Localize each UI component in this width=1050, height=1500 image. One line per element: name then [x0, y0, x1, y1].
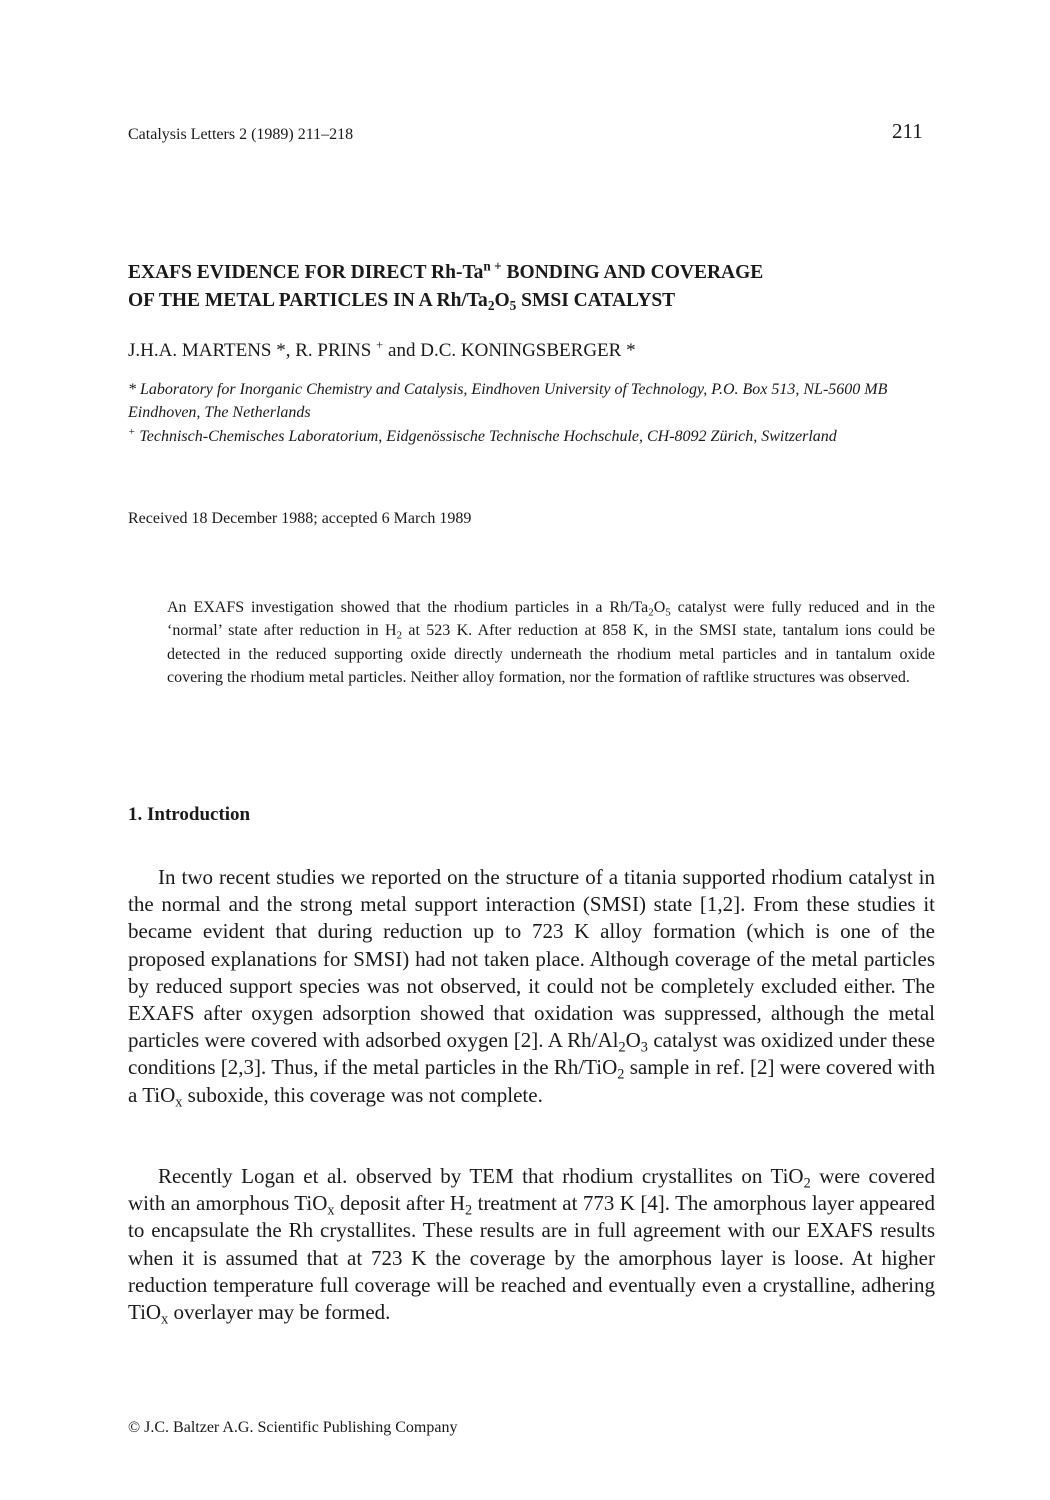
paragraph-text: Recently Logan et al. observed by TEM that rhodium crystallites on TiO: [158, 1164, 804, 1188]
title-text: O: [494, 290, 510, 311]
paragraph-text: treatment at 773 K [4]. The amorphous layer appeared to encapsulate the Rh crystallites. These results are in full agreement with our EXAFS results when it is assumed that at 723 K the coverage by the amorphous layer is loose. At higher reduction temperature full coverage will be reached and eventually even a crystalline, adhering TiO: [128, 1191, 936, 1325]
paragraph-text: suboxide, this coverage was not complete.: [182, 1082, 543, 1107]
body-paragraph: [128, 864, 935, 1109]
subscript: x: [161, 1311, 169, 1328]
subscript: x: [327, 1202, 335, 1219]
author-names: and D.C. KONINGSBERGER *: [383, 340, 636, 361]
title-text: EXAFS EVIDENCE FOR DIRECT Rh-Ta: [128, 262, 484, 283]
received-date: Received 18 December 1988; accepted 6 March 1989: [128, 510, 472, 527]
affiliation-text: Technisch-Chemisches Laboratorium, Eidgenössische Technische Hochschule, CH-8092 Zürich, Switzerland: [135, 428, 837, 445]
page-number: 211: [892, 119, 923, 143]
subscript: 3: [640, 1039, 648, 1056]
subscript: 2: [648, 606, 654, 619]
abstract-text: catalyst were fully reduced and in the ‘normal’ state after reduction in H: [167, 599, 935, 640]
abstract-text: An EXAFS investigation showed that the rhodium particles in a Rh/Ta: [167, 599, 649, 616]
paper-title: [128, 259, 928, 315]
title-superscript: n +: [483, 258, 502, 274]
affiliation-zurich: [128, 425, 928, 448]
paragraph-text: were covered with an amorphous TiO: [128, 1164, 935, 1216]
affiliation-mark: +: [128, 426, 136, 439]
affiliation-eindhoven: * Laboratory for Inorganic Chemistry and Catalysis, Eindhoven University of Technology, P.O. Box 513, NL-5600 MB Eindhoven, The Netherlands: [128, 381, 888, 421]
abstract-text: O: [653, 599, 666, 616]
subscript: x: [175, 1093, 183, 1110]
paragraph-text: catalyst was oxidized under these conditions [2,3]. Thus, if the metal particles in the Rh/TiO: [128, 1028, 935, 1080]
paragraph-text: O: [625, 1028, 641, 1053]
subscript: 2: [396, 629, 402, 642]
section-heading: 1. Introduction: [128, 804, 251, 825]
subscript: 2: [803, 1175, 811, 1192]
subscript: 2: [617, 1066, 625, 1083]
title-text: SMSI CATALYST: [516, 290, 676, 311]
subscript: 5: [665, 606, 671, 619]
journal-citation: Catalysis Letters 2 (1989) 211–218: [128, 126, 354, 143]
title-text: BONDING AND COVERAGE: [501, 262, 764, 283]
paragraph-text: deposit after H: [334, 1191, 466, 1216]
author-list: [128, 336, 636, 362]
title-text: OF THE METAL PARTICLES IN A Rh/Ta: [128, 290, 488, 311]
author-names: J.H.A. MARTENS *, R. PRINS: [128, 340, 377, 361]
abstract: [167, 596, 935, 689]
paragraph-text: In two recent studies we reported on the structure of a titania supported rhodium catalyst in the normal and the strong metal support interaction (SMSI) state [1,2]. From these studies it became evident that during reduction up to 723 K alloy formation (which is one of the proposed explanations for SMSI) had not taken place. Although coverage of the metal particles by reduced support species was not observed, it could not be completely excluded either. The EXAFS after oxygen adsorption showed that oxidation was suppressed, although the metal particles were covered with adsorbed oxygen [2]. A Rh/Al: [128, 865, 935, 1053]
title-subscript: 5: [509, 297, 517, 313]
subscript: 2: [465, 1202, 473, 1219]
subscript: 2: [618, 1039, 626, 1056]
copyright-notice: © J.C. Baltzer A.G. Scientific Publishing Company: [128, 1419, 458, 1436]
abstract-text: at 523 K. After reduction at 858 K, in the SMSI state, tantalum ions could be detected in the reduced supporting oxide directly underneath the rhodium metal particles and in tantalum oxide covering the rhodium metal particles. Neither alloy formation, nor the formation of raftlike structures was observed.: [167, 622, 935, 686]
body-paragraph: [128, 1163, 935, 1326]
title-subscript: 2: [487, 297, 495, 313]
affiliation-mark: +: [376, 336, 384, 352]
paragraph-text: overlayer may be formed.: [168, 1300, 391, 1325]
paragraph-text: sample in ref. [2] were covered with a TiO: [128, 1055, 935, 1107]
